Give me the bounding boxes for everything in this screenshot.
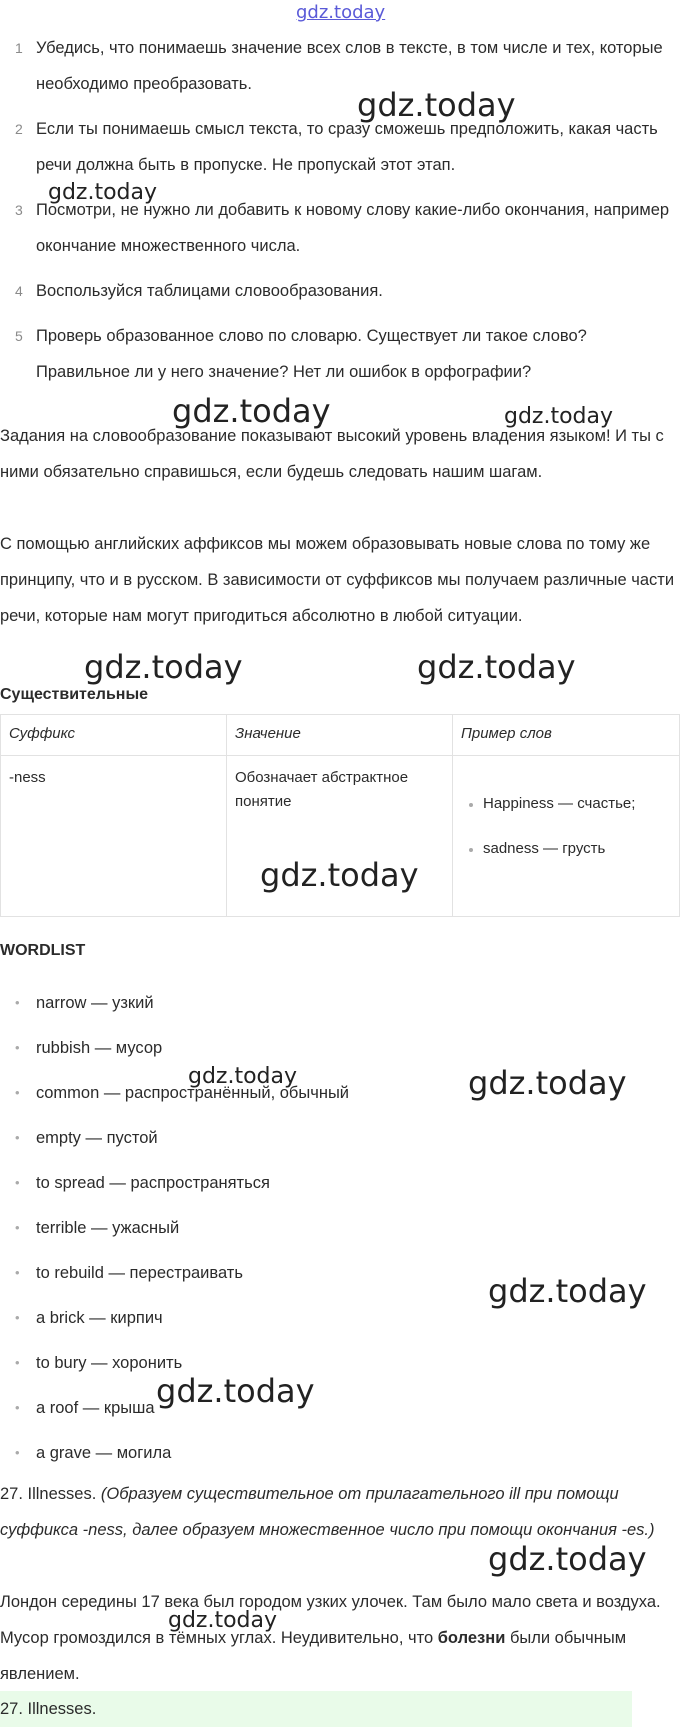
examples-list xyxy=(461,786,671,867)
wordlist-heading: WORDLIST xyxy=(0,942,86,959)
answer-highlight: болезни xyxy=(437,1629,506,1647)
step-text: Посмотри, не нужно ли добавить к новому слову какие-либо окончания, например окончание множественного числа. xyxy=(36,201,670,255)
answer-text-before: Лондон середины 17 века был городом узких улочек. Там было мало света и воздуха. Мусор громоздился в тёмных углах. Неудивительно, что xyxy=(0,1593,661,1647)
step-item xyxy=(0,111,680,183)
watermark: gdz.today xyxy=(156,1372,315,1410)
top-link[interactable]: gdz.today xyxy=(296,2,386,23)
watermark: gdz.today xyxy=(468,1064,627,1102)
nouns-heading: Существительные xyxy=(0,686,149,703)
answer-text xyxy=(0,1584,680,1692)
final-answer: 27. Illnesses. xyxy=(0,1691,632,1727)
step-text: Если ты понимаешь смысл текста, то сразу сможешь предположить, какая часть речи должна быть в пропуске. Не пропускай этот этап. xyxy=(36,120,658,174)
watermark: gdz.today xyxy=(84,648,243,686)
answer-explanation xyxy=(0,1476,680,1548)
wordlist-item: • a brick — кирпич xyxy=(0,1305,349,1350)
step-item xyxy=(0,30,680,102)
watermark: gdz.today xyxy=(260,856,419,894)
step-number: 4 xyxy=(15,283,23,299)
example-item: • sadness — грусть xyxy=(483,831,671,867)
wordlist-item: • a roof — крыша xyxy=(0,1395,349,1440)
wordlist-item: • to spread — распространяться xyxy=(0,1170,349,1215)
wordlist-item: • empty — пустой xyxy=(0,1125,349,1170)
watermark: gdz.today xyxy=(188,1064,298,1089)
step-item xyxy=(0,318,680,390)
wordlist-item: • a grave — могила xyxy=(0,1440,349,1485)
step-number: 5 xyxy=(15,328,23,344)
intro-paragraph-1: Задания на словообразование показывают высокий уровень владения языком! И ты с ними обязательно справишься, если будешь следовать нашим шагам. xyxy=(0,427,664,481)
step-item xyxy=(0,273,680,309)
answer-text-after: были обычным явлением. xyxy=(0,1629,627,1683)
step-text: Убедись, что понимаешь значение всех слов в тексте, в том числе и тех, которые необходимо преобразовать. xyxy=(36,39,663,93)
watermark: gdz.today xyxy=(172,392,331,430)
answer-number-word: 27. Illnesses. xyxy=(0,1485,97,1503)
table-cell-suffix: -ness xyxy=(1,756,227,917)
table-cell-examples xyxy=(453,756,680,917)
step-text: Проверь образованное слово по словарю. Существует ли такое слово? Правильное ли у него значение? Нет ли ошибок в орфографии? xyxy=(36,327,587,381)
watermark: gdz.today xyxy=(504,404,614,429)
wordlist-item: • narrow — узкий xyxy=(0,990,349,1035)
wordlist-item: • to rebuild — перестраивать xyxy=(0,1260,349,1305)
table-header: Пример слов xyxy=(453,715,680,756)
intro-paragraph-2: С помощью английских аффиксов мы можем образовывать новые слова по тому же принципу, что и в русском. В зависимости от суффиксов мы получаем различные части речи, которые нам могут пригодиться абсолютно в любой ситуации. xyxy=(0,535,675,625)
watermark: gdz.today xyxy=(168,1608,278,1633)
watermark: gdz.today xyxy=(357,86,516,124)
watermark: gdz.today xyxy=(488,1540,647,1578)
wordlist-item: • common — распространённый, обычный xyxy=(0,1080,349,1125)
step-number: 1 xyxy=(15,40,23,56)
step-number: 2 xyxy=(15,121,23,137)
wordlist-item: • to bury — хоронить xyxy=(0,1350,349,1395)
watermark: gdz.today xyxy=(417,648,576,686)
steps-list xyxy=(0,30,680,399)
table-header-row xyxy=(1,715,680,756)
table-cell-meaning: Обозначает абстрактное понятие xyxy=(227,756,453,917)
wordlist-item: • rubbish — мусор xyxy=(0,1035,349,1080)
example-item: • Happiness — счастье; xyxy=(483,786,671,822)
watermark: gdz.today xyxy=(48,180,158,205)
step-number: 3 xyxy=(15,202,23,218)
answer-explanation-text: (Образуем существительное от прилагательного ill при помощи суффикса -ness, далее образуем множественное число при помощи окончания -es.) xyxy=(0,1485,655,1539)
watermark: gdz.today xyxy=(488,1272,647,1310)
table-header: Значение xyxy=(227,715,453,756)
table-header: Суффикс xyxy=(1,715,227,756)
wordlist-item: • terrible — ужасный xyxy=(0,1215,349,1260)
step-text: Воспользуйся таблицами словообразования. xyxy=(36,282,383,300)
